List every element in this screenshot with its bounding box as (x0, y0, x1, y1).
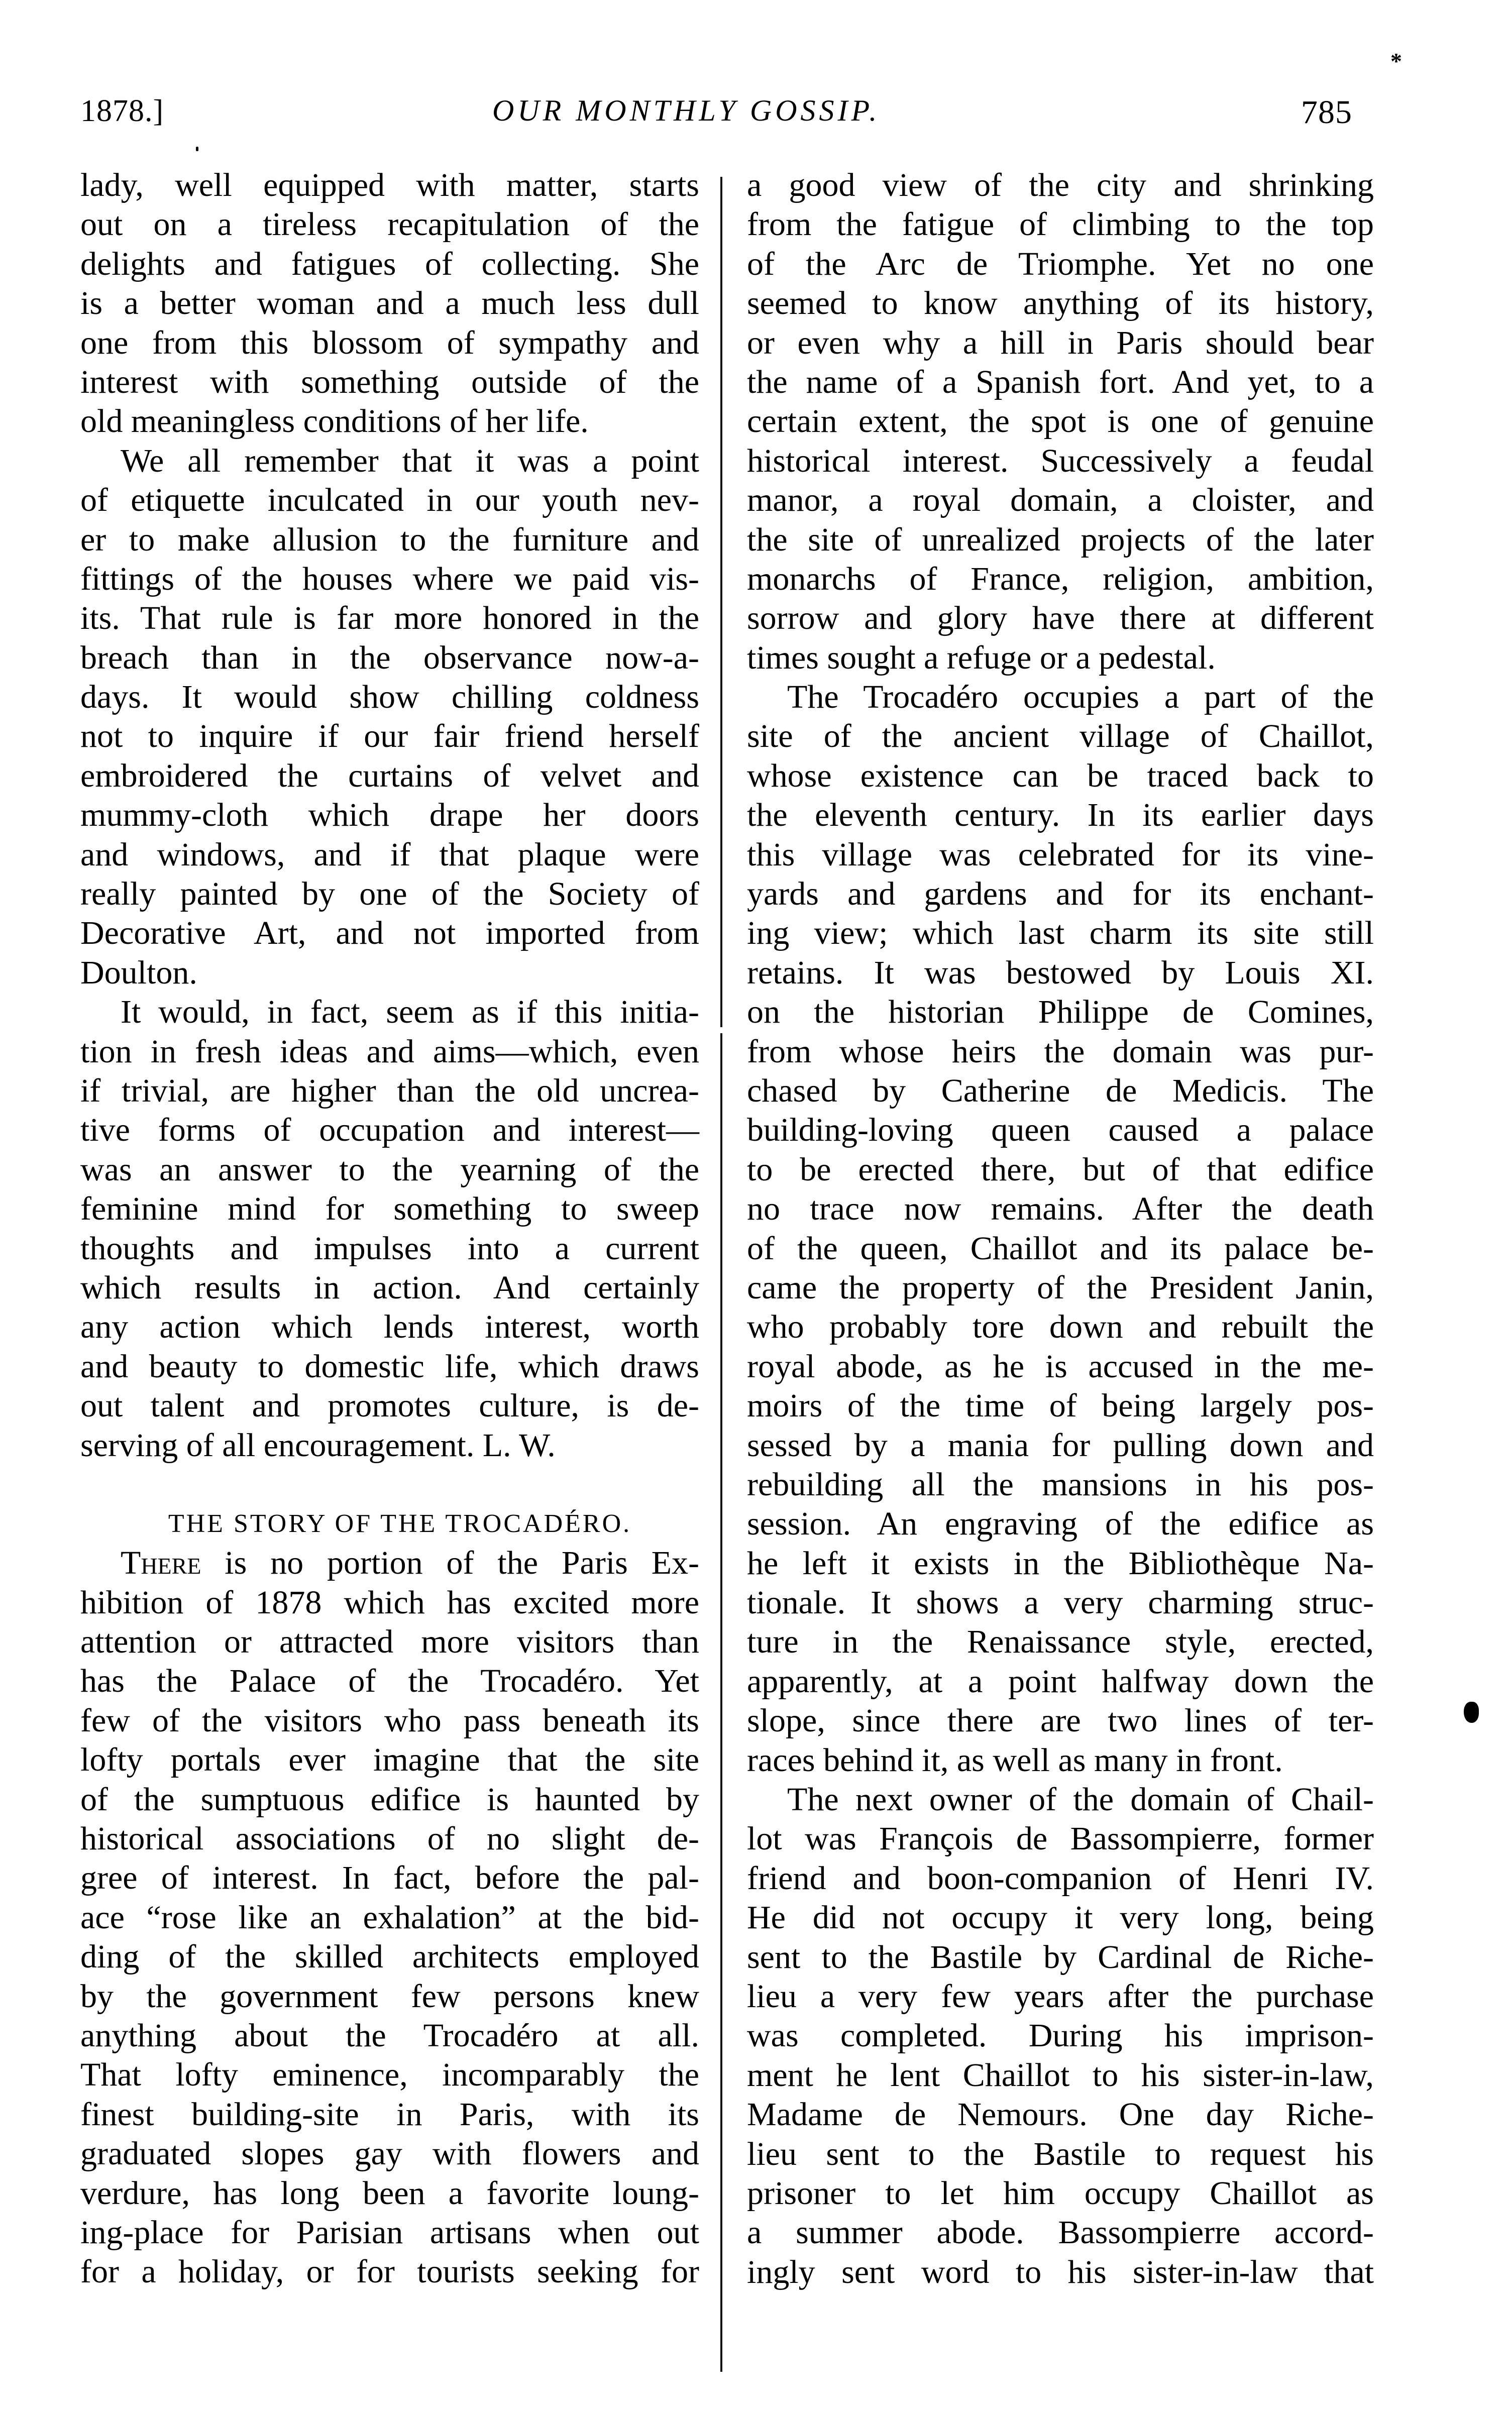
text-line: its. That rule is far more honored in the (80, 600, 699, 637)
text-line: moirs of the time of being largely pos- (747, 1387, 1374, 1424)
running-head-title: OUR MONTHLY GOSSIP. (492, 94, 881, 127)
text-line: tionale. It shows a very charming struc- (747, 1584, 1374, 1621)
text-line: graduated slopes gay with flowers and (80, 2135, 699, 2172)
text-line: from whose heirs the domain was pur- (747, 1033, 1374, 1070)
text-line: historical interest. Successively a feudal (747, 442, 1374, 479)
text-line: days. It would show chilling coldness (80, 679, 699, 716)
text-line: any action which lends interest, worth (80, 1308, 699, 1346)
text-line: slope, since there are two lines of ter- (747, 1702, 1374, 1739)
text-line: ture in the Renaissance style, erected, (747, 1623, 1374, 1661)
right-column (747, 166, 1374, 2292)
running-head (0, 89, 1512, 140)
text-line: lofty portals ever imagine that the site (80, 1741, 699, 1779)
text-line: not to inquire if our fair friend herself (80, 718, 699, 755)
text-line: He did not occupy it very long, being (747, 1899, 1374, 1936)
text-line: times sought a refuge or a pedestal. (747, 639, 1216, 676)
text-line: the name of a Spanish fort. And yet, to a (747, 363, 1374, 400)
paragraph-first-line: It would, in fact, seem as if this initia- (121, 994, 699, 1031)
text-line: which results in action. And certainly (80, 1269, 699, 1306)
text-line: a good view of the city and shrinking (747, 167, 1374, 203)
text-line: certain extent, the spot is one of genuine (747, 403, 1374, 440)
text-line: ing-place for Parisian artisans when out (80, 2214, 699, 2251)
text-line: chased by Catherine de Medicis. The (747, 1072, 1374, 1109)
text-line: the site of unrealized projects of the later (747, 521, 1374, 558)
text-line: retains. It was bestowed by Louis XI. (747, 954, 1374, 991)
left-column-text-part2 (80, 1583, 699, 2292)
text-line: feminine mind for something to sweep (80, 1190, 699, 1228)
text-line: has the Palace of the Trocadéro. Yet (80, 1663, 699, 1700)
text-line: gree of interest. In fact, before the pal- (80, 1859, 699, 1897)
text-line: sent to the Bastile by Cardinal de Riche- (747, 1938, 1374, 1976)
text-line: session. An engraving of the edifice as (747, 1505, 1374, 1543)
text-line: a summer abode. Bassompierre accord- (747, 2214, 1374, 2251)
paragraph-first-line: We all remember that it was a point (121, 442, 699, 479)
margin-asterisk-mark: * (1390, 48, 1402, 74)
text-line: for a holiday, or for tourists seeking for (80, 2253, 699, 2290)
paragraph-first-line: The Trocadéro occupies a part of the (787, 679, 1374, 716)
text-line: er to make allusion to the furniture and (80, 521, 699, 558)
text-line: sorrow and glory have there at different (747, 600, 1374, 637)
text-line: was an answer to the yearning of the (80, 1151, 699, 1188)
text-line: rebuilding all the mansions in his pos- (747, 1466, 1374, 1503)
text-line: anything about the Trocadéro at all. (80, 2017, 699, 2054)
text-line: ment he lent Chaillot to his sister-in-law, (747, 2056, 1374, 2094)
text-line: he left it exists in the Bibliothèque Na- (747, 1545, 1374, 1582)
text-line: and beauty to domestic life, which draws (80, 1348, 699, 1385)
text-line: of the sumptuous edifice is haunted by (80, 1781, 699, 1818)
text-line: Decorative Art, and not imported from (80, 915, 699, 952)
text-line: tive forms of occupation and interest— (80, 1112, 699, 1149)
text-line-lead (80, 1544, 699, 1583)
running-head-year: 1878.] (80, 94, 164, 128)
text-line: was completed. During his imprison- (747, 2017, 1374, 2054)
left-column (80, 166, 699, 2292)
text-line: really painted by one of the Society of (80, 875, 699, 913)
text-line: or even why a hill in Paris should bear (747, 324, 1374, 361)
text-line: came the property of the President Janin, (747, 1269, 1374, 1306)
text-line: That lofty eminence, incomparably the (80, 2056, 699, 2094)
section-heading: THE STORY OF THE TROCADÉRO. (168, 1509, 632, 1538)
text-line: from the fatigue of climbing to the top (747, 206, 1374, 243)
text-line: one from this blossom of sympathy and (80, 324, 699, 361)
page-number: 785 (1301, 94, 1352, 131)
text-line: the eleventh century. In its earlier days (747, 797, 1374, 834)
text-line: hibition of 1878 which has excited more (80, 1584, 699, 1621)
text-line: monarchs of France, religion, ambition, (747, 560, 1374, 597)
text-line: few of the visitors who pass beneath its (80, 1702, 699, 1739)
text-line: yards and gardens and for its enchant- (747, 875, 1374, 913)
text-line: Doulton. (80, 954, 197, 991)
text-line: out talent and promotes culture, is de- (80, 1387, 699, 1424)
text-line: site of the ancient village of Chaillot, (747, 718, 1374, 755)
text-line: friend and boon-companion of Henri IV. (747, 1859, 1374, 1897)
text-line: by the government few persons knew (80, 1978, 699, 2015)
text-line: Madame de Nemours. One day Riche- (747, 2096, 1374, 2133)
text-line: lot was François de Bassompierre, former (747, 1820, 1374, 1857)
text-line: this village was celebrated for its vine- (747, 836, 1374, 873)
text-line: no trace now remains. After the death (747, 1190, 1374, 1228)
text-line: to be erected there, but of that edifice (747, 1151, 1374, 1188)
text-line: races behind it, as well as many in front. (747, 1741, 1283, 1779)
text-line: seemed to know anything of its history, (747, 285, 1374, 322)
lead-line-rest: is no portion of the Paris Ex- (201, 1545, 699, 1582)
text-line: attention or attracted more visitors than (80, 1623, 699, 1661)
text-line: verdure, has long been a favorite loung- (80, 2174, 699, 2212)
left-column-text-part1 (80, 166, 699, 1465)
text-line: and windows, and if that plaque were (80, 836, 699, 873)
text-line: finest building-site in Paris, with its (80, 2096, 699, 2133)
text-line: whose existence can be traced back to (747, 757, 1374, 794)
text-line: royal abode, as he is accused in the me- (747, 1348, 1374, 1385)
text-line: of the Arc de Triomphe. Yet no one (747, 245, 1374, 282)
text-line: thoughts and impulses into a current (80, 1230, 699, 1267)
text-line: lieu sent to the Bastile to request his (747, 2135, 1374, 2172)
text-line: interest with something outside of the (80, 363, 699, 400)
text-line: delights and fatigues of collecting. She (80, 245, 699, 282)
text-line: ding of the skilled architects employed (80, 1938, 699, 1976)
stray-ink-dot (196, 147, 198, 151)
text-line: who probably tore down and rebuilt the (747, 1308, 1374, 1346)
text-line: manor, a royal domain, a cloister, and (747, 482, 1374, 519)
text-line: tion in fresh ideas and aims—which, even (80, 1033, 699, 1070)
text-line: if trivial, are higher than the old uncrea- (80, 1072, 699, 1109)
right-column-text (747, 166, 1374, 2292)
text-line: embroidered the curtains of velvet and (80, 757, 699, 794)
text-line: on the historian Philippe de Comines, (747, 994, 1374, 1031)
text-line: lady, well equipped with matter, starts (80, 167, 699, 203)
text-line: is a better woman and a much less dull (80, 285, 699, 322)
column-divider-gap (718, 1027, 724, 1033)
text-line: old meaningless conditions of her life. (80, 403, 589, 440)
text-line: of the queen, Chaillot and its palace be- (747, 1230, 1374, 1267)
text-line: mummy-cloth which drape her doors (80, 797, 699, 834)
text-line: breach than in the observance now-a- (80, 639, 699, 676)
text-line: prisoner to let him occupy Chaillot as (747, 2174, 1374, 2212)
column-divider (720, 177, 722, 2372)
text-line: fittings of the houses where we paid vis- (80, 560, 699, 597)
text-line: of etiquette inculcated in our youth nev- (80, 482, 699, 519)
margin-ink-blot (1464, 1702, 1479, 1723)
text-line: serving of all encouragement. L. W. (80, 1427, 556, 1464)
text-line: ace “rose like an exhalation” at the bid- (80, 1899, 699, 1936)
text-line: lieu a very few years after the purchase (747, 1978, 1374, 2015)
text-line: ing view; which last charm its site still (747, 915, 1374, 952)
lead-smallcaps-word: There (121, 1545, 201, 1582)
text-line: historical associations of no slight de- (80, 1820, 699, 1857)
text-line: ingly sent word to his sister-in-law that (747, 2253, 1374, 2290)
text-line: apparently, at a point halfway down the (747, 1663, 1374, 1700)
text-line: out on a tireless recapitulation of the (80, 206, 699, 243)
text-line: sessed by a mania for pulling down and (747, 1427, 1374, 1464)
text-line: building-loving queen caused a palace (747, 1112, 1374, 1149)
paragraph-first-line: The next owner of the domain of Chail- (787, 1781, 1374, 1818)
